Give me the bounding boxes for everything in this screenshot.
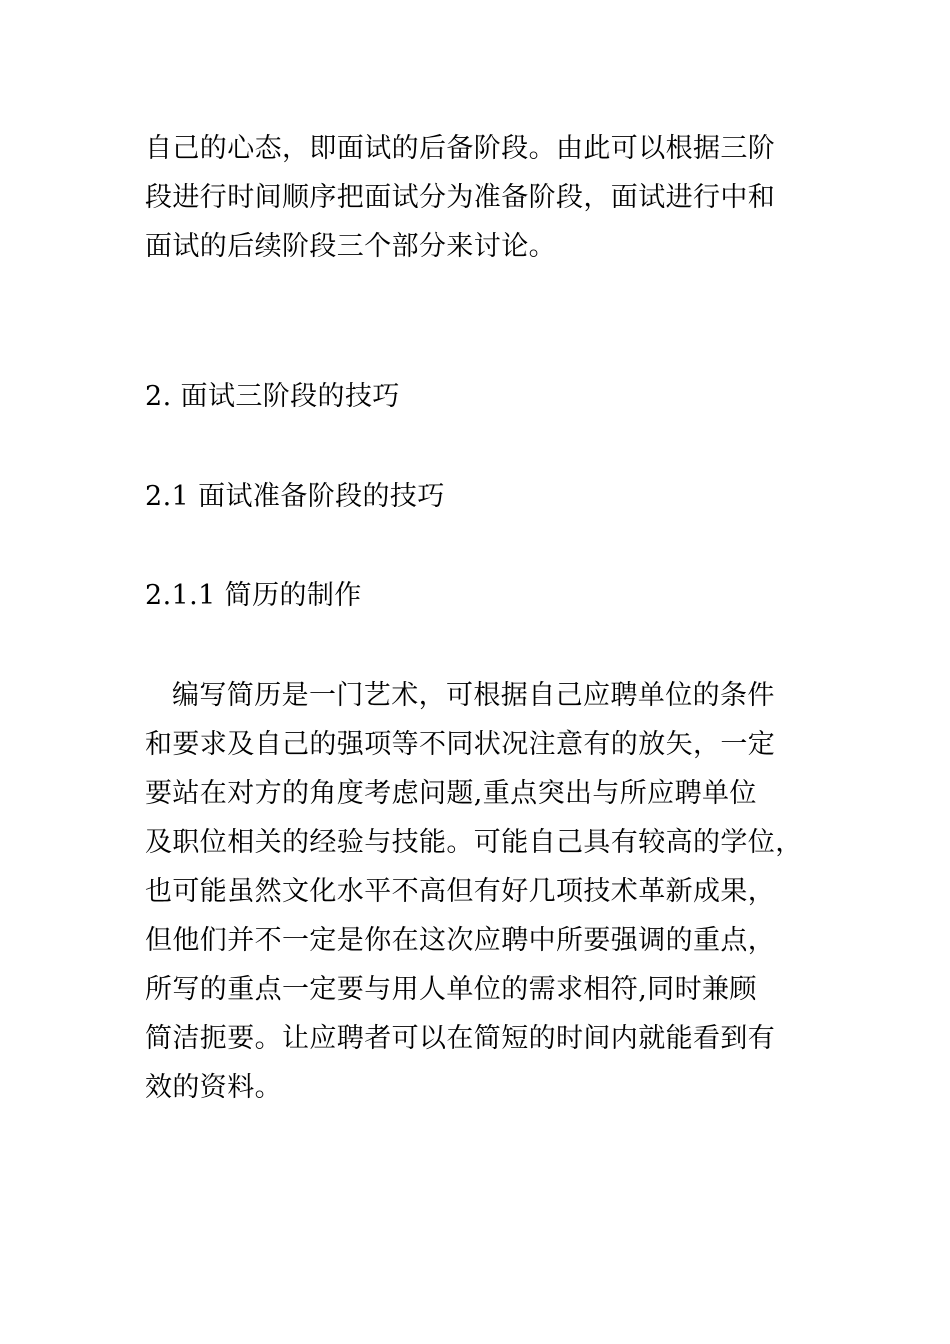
paragraph-2-line-4: 及职位相关的经验与技能。可能自己具有较高的学位， bbox=[145, 827, 803, 858]
paragraph-1-line-1: 自己的心态，即面试的后备阶段。由此可以根据三阶 bbox=[145, 133, 776, 164]
section-heading-2-1: 2.1 面试准备阶段的技巧 bbox=[145, 481, 445, 512]
paragraph-2-line-7: 所写的重点一定要与用人单位的需求相符,同时兼顾 bbox=[145, 974, 757, 1005]
paragraph-2-line-8: 简洁扼要。让应聘者可以在简短的时间内就能看到有 bbox=[145, 1023, 776, 1054]
section-heading-2-1-1: 2.1.1 简历的制作 bbox=[145, 580, 362, 611]
section-heading-2: 2. 面试三阶段的技巧 bbox=[145, 381, 400, 412]
paragraph-1-line-2: 段进行时间顺序把面试分为准备阶段，面试进行中和 bbox=[145, 182, 776, 213]
paragraph-1-line-3: 面试的后续阶段三个部分来讨论。 bbox=[145, 231, 556, 262]
paragraph-2-line-3: 要站在对方的角度考虑问题,重点突出与所应聘单位 bbox=[145, 778, 757, 809]
paragraph-2-line-1: 编写简历是一门艺术，可根据自己应聘单位的条件 bbox=[172, 680, 775, 711]
paragraph-2-line-2: 和要求及自己的强项等不同状况注意有的放矢，一定 bbox=[145, 729, 776, 760]
paragraph-2-line-9: 效的资料。 bbox=[145, 1072, 282, 1103]
paragraph-2-line-6: 但他们并不一定是你在这次应聘中所要强调的重点， bbox=[145, 925, 776, 956]
paragraph-2-line-5: 也可能虽然文化水平不高但有好几项技术革新成果， bbox=[145, 876, 776, 907]
